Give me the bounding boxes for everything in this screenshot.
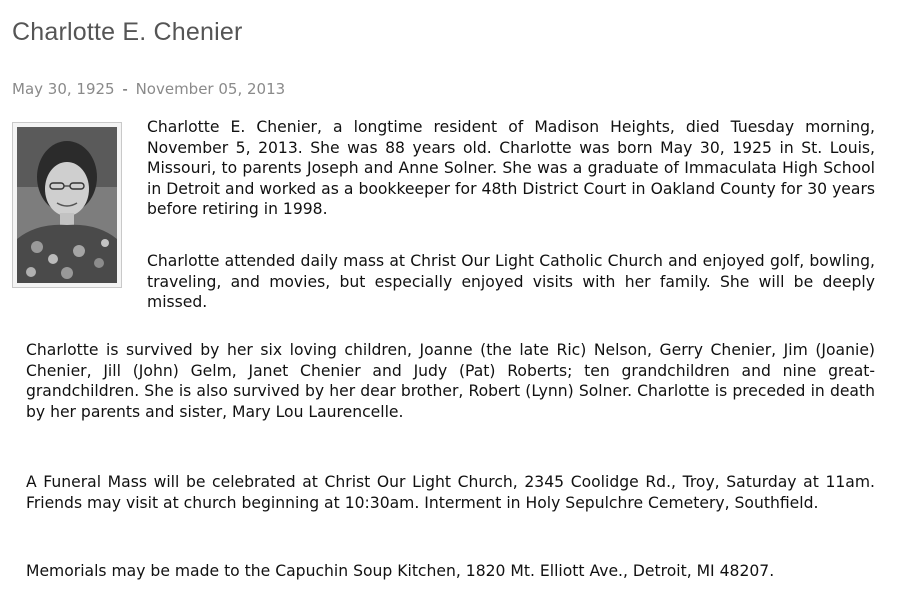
obituary-paragraph-intro: Charlotte E. Chenier, a longtime resident of Madison Heights, died Tuesday morning, November 5, 2013. She was 88 years old. Charlotte was born May 30, 1925 in St. Louis, Missouri, to parents Joseph and Anne Solner. She was a graduate of Immaculata High School in Detroit and worked as a bookkeeper for 48th District Court in Oakland County for 30 years before retiring in 1998. [147, 118, 875, 219]
life-dates [12, 80, 285, 98]
portrait-photo [12, 122, 122, 288]
portrait-image [17, 127, 117, 283]
obituary-paragraph-memorials: Memorials may be made to the Capuchin Soup Kitchen, 1820 Mt. Elliott Ave., Detroit, MI 48207. [26, 562, 775, 580]
date-separator: - [122, 80, 128, 98]
birth-date: May 30, 1925 [12, 80, 115, 98]
obituary-paragraph-interests: Charlotte attended daily mass at Christ Our Light Catholic Church and enjoyed golf, bowling, traveling, and movies, but especially enjoyed visits with her family. She will be deeply missed. [147, 252, 875, 312]
obituary-paragraph-survivors: Charlotte is survived by her six loving children, Joanne (the late Ric) Nelson, Gerry Chenier, Jim (Joanie) Chenier, Jill (John) Gelm, Janet Chenier and Judy (Pat) Roberts; ten grandchildren and nine great-grandchildren. She is also survived by her dear brother, Robert (Lynn) Solner. Charlotte is preceded in death by her parents and sister, Mary Lou Laurencelle. [26, 341, 875, 421]
death-date: November 05, 2013 [135, 80, 286, 98]
obituary-paragraph-funeral: A Funeral Mass will be celebrated at Christ Our Light Church, 2345 Coolidge Rd., Troy, Saturday at 11am. Friends may visit at church beginning at 10:30am. Interment in Holy Sepulchre Cemetery, Southfield. [26, 473, 875, 512]
page-title: Charlotte E. Chenier [12, 18, 243, 46]
